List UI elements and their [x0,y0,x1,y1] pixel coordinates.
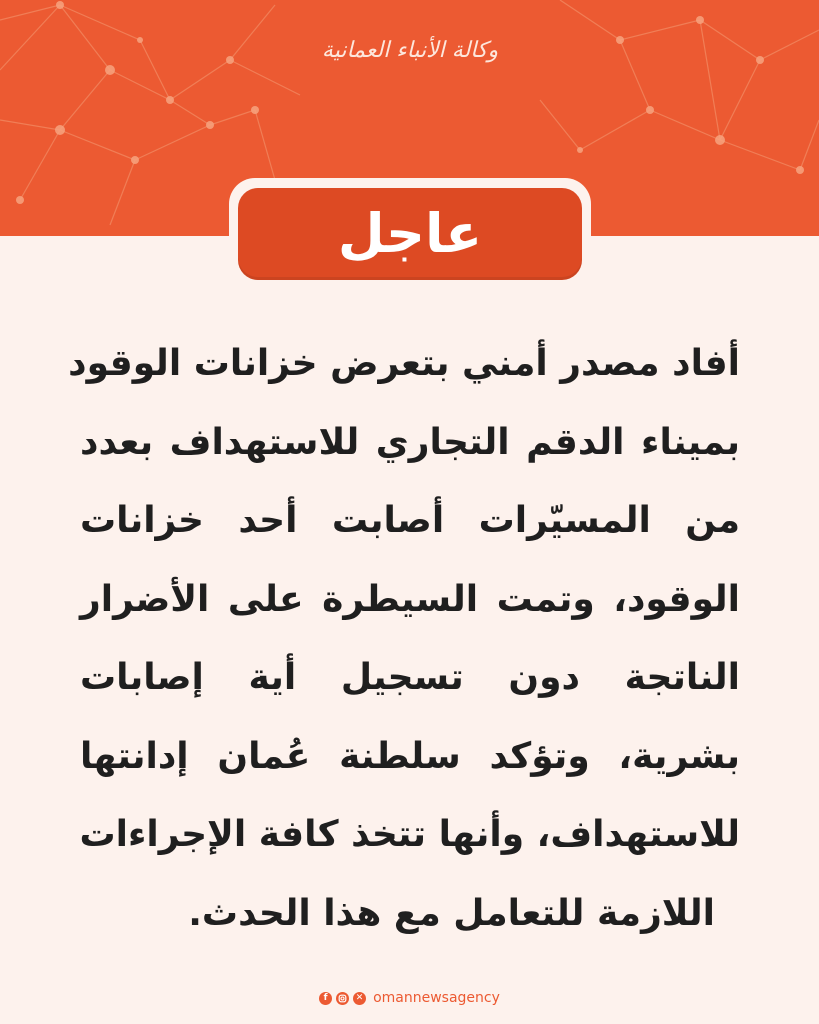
footer-social [0,985,819,1011]
article-line: أفاد مصدر أمني بتعرض خزانات الوقود [68,343,740,384]
article-line: للاستهداف، وأنها تتخذ كافة الإجراءات [79,814,740,855]
article-body [68,325,740,953]
article-line: من المسيّرات أصابت أحد خزانات [80,500,740,541]
article-line: الناتجة دون تسجيل أية إصابات [80,657,740,698]
badge-label: عاجل [337,202,483,265]
facebook-icon[interactable]: f [319,992,332,1005]
instagram-icon[interactable] [336,992,349,1005]
agency-logo: وكالة الأنباء العمانية [321,38,499,63]
x-icon[interactable]: ✕ [353,992,366,1005]
article-line: اللازمة للتعامل مع هذا الحدث. [188,892,715,934]
article-line: بشرية، وتؤكد سلطنة عُمان إدانتها [80,735,740,777]
article-line: بميناء الدقم التجاري للاستهداف بعدد [80,421,740,463]
breaking-news-badge [238,188,582,280]
article-line: الوقود، وتمت السيطرة على الأضرار [80,578,740,620]
social-handle[interactable]: omannewsagency [373,990,500,1006]
